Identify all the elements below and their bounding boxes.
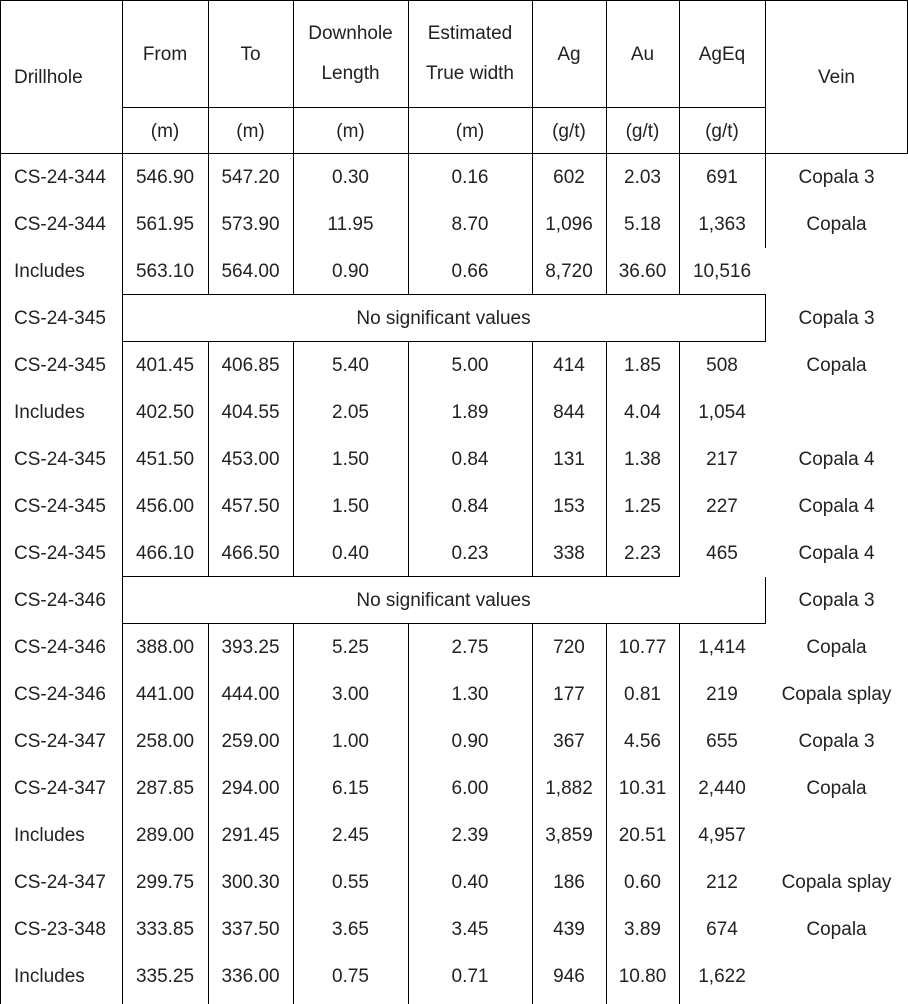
grid-line (122, 624, 123, 1004)
cell-tw: 2.39 (451, 825, 489, 846)
cell-to: 573.90 (221, 214, 280, 235)
cell-len: 1.50 (332, 496, 369, 517)
grid-line (208, 624, 209, 1004)
cell-hole: CS-24-344 (14, 214, 106, 235)
cell-from: 287.85 (135, 778, 195, 799)
cell-vein: Copala (806, 778, 867, 799)
cell-no-significant-values: No significant values (356, 308, 531, 329)
cell-hole: CS-24-345 (14, 496, 106, 517)
cell-len: 6.15 (332, 778, 369, 799)
header-vein: Vein (818, 66, 855, 88)
cell-from: 441.00 (135, 684, 195, 705)
cell-hole: CS-24-344 (14, 167, 106, 188)
cell-ageq: 217 (706, 449, 738, 470)
cell-ag: 844 (553, 402, 585, 423)
cell-ageq: 691 (706, 167, 738, 188)
cell-au: 2.23 (624, 543, 661, 564)
cell-to: 547.20 (221, 167, 280, 188)
unit-downhole: (m) (336, 120, 365, 142)
cell-ageq: 465 (706, 543, 738, 564)
grid-line (293, 0, 294, 154)
grid-line (408, 0, 409, 154)
cell-hole: CS-24-346 (14, 684, 106, 705)
cell-len: 0.40 (332, 543, 369, 564)
grid-line (765, 0, 766, 154)
cell-au: 10.31 (618, 778, 667, 799)
header-ag: Ag (557, 43, 581, 65)
cell-hole: CS-24-345 (14, 449, 106, 470)
cell-to: 291.45 (221, 825, 280, 846)
cell-vein: Copala (806, 355, 867, 376)
cell-tw: 1.30 (451, 684, 489, 705)
header-downhole-line1: Downhole (308, 23, 393, 44)
cell-len: 1.00 (332, 731, 369, 752)
cell-tw: 6.00 (451, 778, 489, 799)
cell-ag: 8,720 (545, 261, 593, 282)
cell-from: 546.90 (135, 167, 195, 188)
cell-tw: 0.40 (451, 872, 489, 893)
grid-line (408, 624, 409, 1004)
cell-au: 2.03 (624, 167, 661, 188)
grid-line (532, 624, 533, 1004)
unit-au: (g/t) (625, 120, 660, 142)
cell-ag: 1,096 (545, 214, 593, 235)
cell-to: 444.00 (221, 684, 280, 705)
cell-vein: Copala 4 (798, 496, 875, 517)
cell-to: 564.00 (221, 261, 280, 282)
cell-vein: Copala 3 (798, 167, 875, 188)
grid-line (0, 0, 908, 1)
grid-line (122, 576, 679, 577)
cell-au: 10.77 (618, 637, 667, 658)
cell-tw: 3.45 (451, 919, 489, 940)
unit-true-width: (m) (455, 120, 485, 142)
cell-ageq: 1,054 (698, 402, 746, 423)
grid-line (122, 623, 766, 624)
cell-ageq: 2,440 (698, 778, 746, 799)
grid-line (532, 154, 533, 295)
cell-hole: Includes (14, 825, 85, 846)
grid-line (208, 0, 209, 154)
cell-to: 294.00 (221, 778, 280, 799)
cell-len: 5.40 (332, 355, 369, 376)
grid-line (765, 295, 766, 342)
cell-ageq: 1,363 (698, 214, 746, 235)
cell-hole: Includes (14, 402, 85, 423)
grid-line (122, 107, 765, 108)
cell-from: 388.00 (135, 637, 195, 658)
cell-from: 401.45 (135, 355, 195, 376)
cell-au: 4.56 (624, 731, 661, 752)
cell-from: 402.50 (135, 402, 195, 423)
cell-to: 300.30 (221, 872, 280, 893)
cell-len: 3.00 (332, 684, 369, 705)
cell-hole: CS-24-347 (14, 778, 106, 799)
cell-from: 561.95 (135, 214, 195, 235)
cell-ageq: 1,414 (698, 637, 746, 658)
grid-line (122, 342, 123, 577)
header-drillhole: Drillhole (14, 66, 83, 88)
grid-line (679, 624, 680, 1004)
grid-line (0, 0, 1, 1004)
grid-line (679, 342, 680, 577)
cell-ageq: 674 (706, 919, 738, 940)
cell-ageq: 655 (706, 731, 738, 752)
cell-tw: 0.16 (451, 167, 489, 188)
cell-hole: Includes (14, 966, 85, 987)
cell-ag: 602 (553, 167, 585, 188)
cell-to: 393.25 (221, 637, 280, 658)
cell-from: 333.85 (135, 919, 195, 940)
cell-from: 451.50 (135, 449, 195, 470)
cell-tw: 8.70 (451, 214, 489, 235)
cell-from: 258.00 (135, 731, 195, 752)
cell-to: 259.00 (221, 731, 280, 752)
cell-from: 466.10 (135, 543, 195, 564)
cell-tw: 1.89 (451, 402, 489, 423)
grid-line (122, 295, 123, 342)
cell-to: 453.00 (221, 449, 280, 470)
cell-vein: Copala (806, 637, 867, 658)
grid-line (208, 342, 209, 577)
cell-vein: Copala 4 (798, 543, 875, 564)
unit-to: (m) (236, 120, 265, 142)
cell-to: 466.50 (221, 543, 280, 564)
cell-hole: CS-24-345 (14, 543, 106, 564)
cell-tw: 0.90 (451, 731, 489, 752)
cell-len: 11.95 (327, 214, 374, 235)
header-from: From (142, 43, 188, 65)
cell-to: 404.55 (221, 402, 280, 423)
cell-vein: Copala 3 (798, 731, 875, 752)
cell-tw: 0.84 (451, 496, 489, 517)
cell-hole: CS-23-348 (14, 919, 106, 940)
cell-vein (765, 812, 908, 859)
cell-vein: Copala (806, 214, 867, 235)
cell-ageq: 212 (706, 872, 738, 893)
cell-hole: Includes (14, 261, 85, 282)
cell-ag: 338 (553, 543, 585, 564)
cell-ag: 186 (553, 872, 585, 893)
cell-len: 0.30 (332, 167, 369, 188)
header-true-width-line1: Estimated (427, 23, 513, 44)
cell-hole: CS-24-345 (14, 355, 106, 376)
cell-tw: 0.66 (451, 261, 489, 282)
cell-au: 10.80 (618, 966, 667, 987)
grid-line (122, 577, 123, 624)
grid-line (208, 154, 209, 295)
grid-line (606, 154, 607, 295)
header-true-width (408, 0, 532, 108)
cell-vein (765, 389, 908, 436)
grid-line (532, 0, 533, 154)
header-au: Au (630, 43, 655, 65)
cell-au: 1.25 (624, 496, 661, 517)
cell-ag: 1,882 (545, 778, 593, 799)
cell-hole: CS-24-346 (14, 637, 106, 658)
cell-au: 0.81 (624, 684, 661, 705)
cell-from: 456.00 (135, 496, 195, 517)
cell-ageq: 219 (706, 684, 738, 705)
cell-vein: Copala (806, 919, 867, 940)
unit-ageq: (g/t) (705, 120, 739, 142)
cell-ag: 720 (553, 637, 585, 658)
grid-line (679, 0, 680, 154)
grid-line (0, 153, 908, 154)
cell-len: 0.90 (332, 261, 369, 282)
cell-vein: Copala splay (781, 872, 892, 893)
cell-from: 563.10 (135, 261, 195, 282)
cell-vein (765, 248, 908, 295)
unit-ag: (g/t) (552, 120, 586, 142)
cell-len: 0.75 (332, 966, 369, 987)
cell-au: 20.51 (618, 825, 667, 846)
cell-from: 289.00 (135, 825, 195, 846)
grid-line (408, 342, 409, 577)
cell-au: 36.60 (618, 261, 667, 282)
cell-tw: 0.84 (451, 449, 489, 470)
grid-line (765, 577, 766, 624)
cell-ageq: 508 (706, 355, 738, 376)
cell-to: 336.00 (221, 966, 280, 987)
cell-ag: 367 (553, 731, 585, 752)
grid-line (765, 154, 766, 248)
cell-ag: 153 (553, 496, 585, 517)
cell-au: 3.89 (624, 919, 661, 940)
grid-line (122, 154, 123, 295)
cell-len: 2.45 (332, 825, 369, 846)
cell-vein: Copala splay (781, 684, 892, 705)
cell-tw: 2.75 (451, 637, 489, 658)
cell-drillhole: CS-24-345 (14, 308, 106, 329)
cell-len: 2.05 (332, 402, 369, 423)
cell-len: 1.50 (332, 449, 369, 470)
grid-line (606, 342, 607, 577)
grid-line (532, 342, 533, 577)
cell-au: 5.18 (624, 214, 661, 235)
cell-len: 0.55 (332, 872, 369, 893)
cell-vein: Copala 4 (798, 449, 875, 470)
header-downhole-line2: Length (321, 63, 380, 84)
cell-ag: 3,859 (545, 825, 593, 846)
cell-vein: Copala 3 (798, 308, 875, 329)
grid-line (122, 294, 766, 295)
cell-au: 1.85 (624, 355, 661, 376)
cell-to: 337.50 (221, 919, 280, 940)
cell-ag: 946 (553, 966, 585, 987)
grid-line (122, 0, 123, 154)
cell-len: 5.25 (332, 637, 369, 658)
cell-ageq: 227 (706, 496, 738, 517)
cell-ag: 131 (553, 449, 585, 470)
cell-ageq: 10,516 (692, 261, 752, 282)
header-ageq: AgEq (698, 43, 746, 65)
cell-au: 4.04 (624, 402, 661, 423)
cell-from: 299.75 (135, 872, 195, 893)
cell-from: 335.25 (135, 966, 195, 987)
grid-line (122, 341, 766, 342)
cell-au: 1.38 (624, 449, 661, 470)
header-true-width-line2: True width (426, 63, 514, 84)
grid-line (606, 624, 607, 1004)
cell-tw: 5.00 (451, 355, 489, 376)
cell-to: 457.50 (221, 496, 280, 517)
cell-tw: 0.71 (451, 966, 489, 987)
cell-no-significant-values: No significant values (356, 590, 531, 611)
cell-vein (765, 953, 908, 1000)
grid-line (293, 154, 294, 295)
cell-tw: 0.23 (451, 543, 489, 564)
header-downhole-length (293, 0, 408, 108)
grid-line (408, 154, 409, 295)
grid-line (293, 624, 294, 1004)
cell-ag: 414 (553, 355, 585, 376)
cell-drillhole: CS-24-346 (14, 590, 106, 611)
unit-from: (m) (150, 120, 180, 142)
cell-ageq: 4,957 (698, 825, 746, 846)
grid-line (679, 154, 680, 295)
cell-hole: CS-24-347 (14, 731, 106, 752)
cell-hole: CS-24-347 (14, 872, 106, 893)
grid-line (293, 342, 294, 577)
header-to: To (240, 43, 261, 65)
cell-ageq: 1,622 (698, 966, 746, 987)
cell-ag: 439 (553, 919, 585, 940)
cell-vein: Copala 3 (798, 590, 875, 611)
cell-au: 0.60 (624, 872, 661, 893)
cell-to: 406.85 (221, 355, 280, 376)
grid-line (606, 0, 607, 154)
cell-len: 3.65 (332, 919, 369, 940)
cell-ag: 177 (553, 684, 585, 705)
